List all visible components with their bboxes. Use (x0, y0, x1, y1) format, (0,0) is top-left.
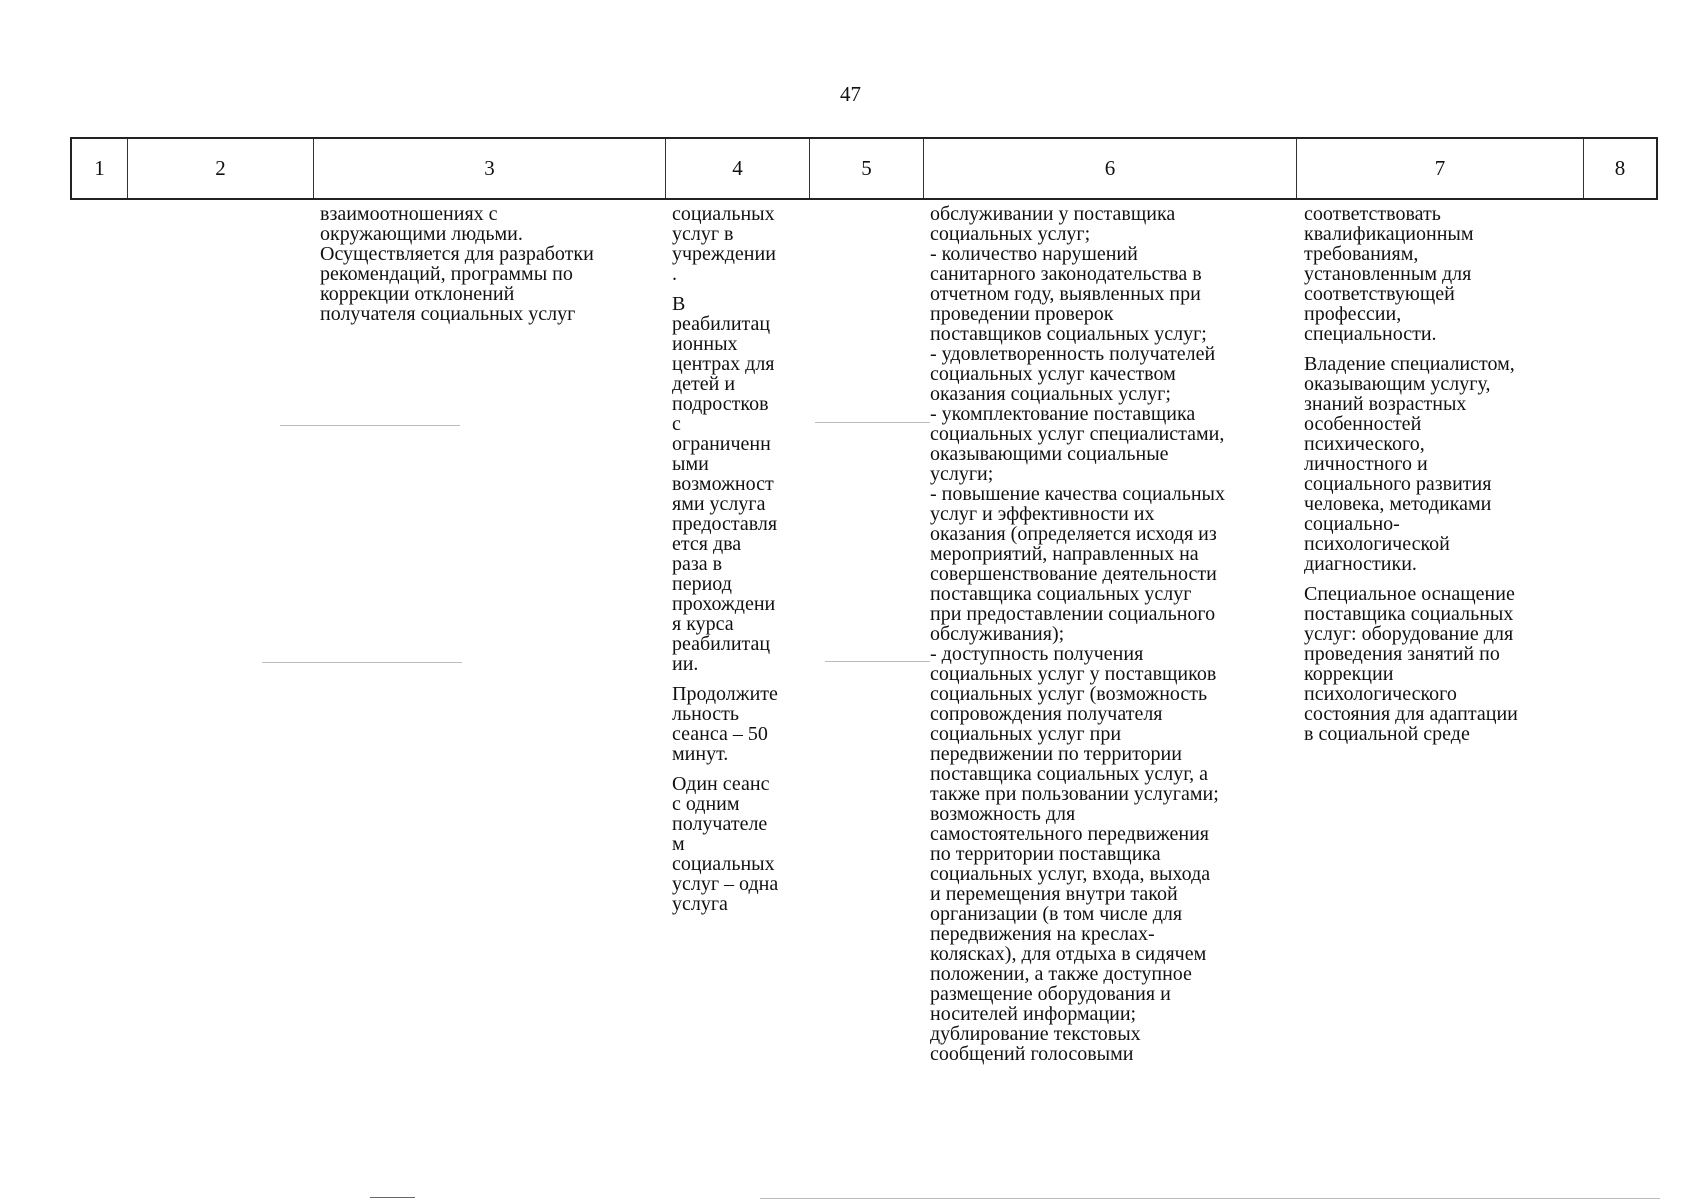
column-4-paragraph: Продолжите льность сеанса – 50 минут. (672, 683, 778, 765)
header-cell-4: 4 (666, 139, 810, 198)
header-cell-7: 7 (1297, 139, 1584, 198)
scan-artifact-line (760, 1198, 1660, 1199)
scan-artifact-line (280, 425, 460, 426)
column-4-paragraph: В реабилитац ионных центрах для детей и подростков с ограниченн ыми возможност ями услуга предоставля ется два раза в период прохождени я курса реабилитац ии. (672, 293, 778, 675)
scan-artifact-line (825, 661, 930, 662)
header-cell-2: 2 (128, 139, 314, 198)
header-cell-5: 5 (810, 139, 924, 198)
scan-artifact-line (262, 662, 462, 663)
column-7-content (1304, 204, 1594, 754)
header-cell-6: 6 (924, 139, 1297, 198)
header-cell-1: 1 (72, 139, 128, 198)
table-header-row (70, 137, 1658, 200)
column-6-paragraph: обслуживании у поставщика социальных услуг; - количество нарушений санитарного законодательства в отчетном году, выявленных при проведении проверок поставщиков социальных услуг; - удовлетворенность получателей социальных услуг качеством оказания социальных услуг; - укомплектование поставщика социальных услуг специалистами, оказывающими социальные услуги; - повышение качества социальных услуг и эффективности их оказания (определяется исходя из мероприятий, направленных на совершенствование деятельности поставщика социальных услуг при предоставлении социального обслуживания); - доступность получения социальных услуг у поставщиков социальных услуг (возможность сопровождения получателя социальных услуг при передвижении по территории поставщика социальных услуг, а также при пользовании услугами; возможность для самостоятельного передвижения по территории поставщика социальных услуг, входа, выхода и перемещения внутри такой организации (в том числе для передвижения на креслах- колясках), для отдыха в сидячем положении, а также доступное размещение оборудования и носителей информации; дублирование текстовых сообщений голосовыми (930, 203, 1225, 1065)
scan-artifact-line (815, 422, 930, 423)
column-7-paragraph: Специальное оснащение поставщика социальных услуг: оборудование для проведения занятий по коррекции психологического состояния для адаптации в социальной среде (1304, 583, 1518, 745)
column-6-content (930, 204, 1300, 1074)
page-number: 47 (840, 82, 861, 106)
header-cell-3: 3 (314, 139, 666, 198)
column-4-content (672, 204, 812, 924)
column-7-paragraph: соответствовать квалификационным требованиям, установленным для соответствующей профессии, специальности. (1304, 203, 1474, 345)
column-4-paragraph: Один сеанс с одним получателе м социальных услуг – одна услуга (672, 773, 779, 915)
column-3-paragraph: взаимоотношениях с окружающими людьми. Осуществляется для разработки рекомендаций, программы по коррекции отклонений получателя социальных услуг (320, 203, 594, 325)
column-3-content (320, 204, 665, 334)
column-4-paragraph: социальных услуг в учреждении . (672, 203, 776, 285)
scan-artifact-line (370, 1197, 415, 1198)
header-cell-8: 8 (1614, 156, 1626, 180)
column-7-paragraph: Владение специалистом, оказывающим услугу, знаний возрастных особенностей психического, личностного и социального развития человека, методиками социально- психологической диагностики. (1304, 353, 1515, 575)
